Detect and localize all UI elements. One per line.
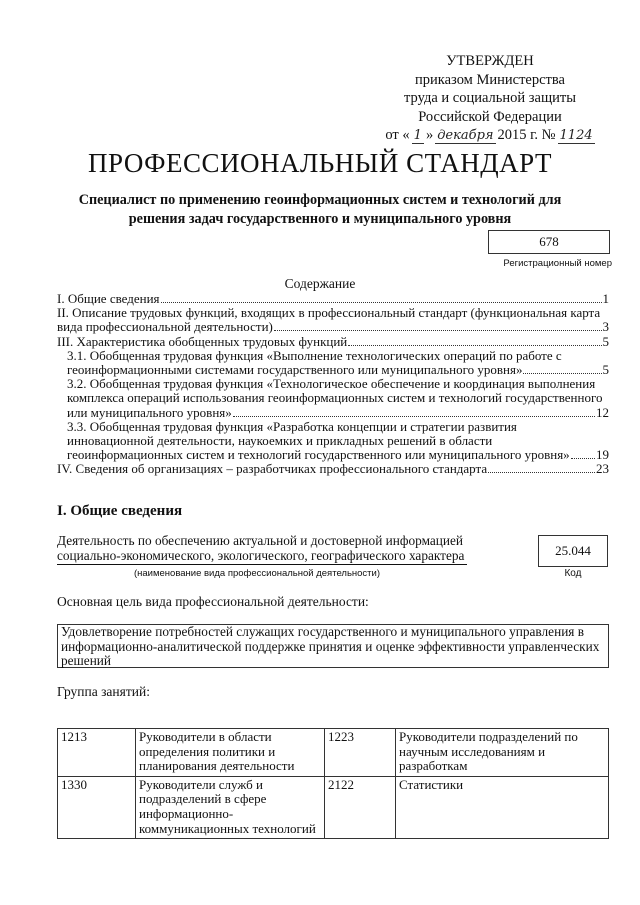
toc-item-text: 3.1. Обобщенная трудовая функция «Выполнение технологических операций по работе с xyxy=(67,347,562,363)
section-heading: I. Общие сведения xyxy=(57,503,183,519)
toc-item-text: II. Описание трудовых функций, входящих в профессиональный стандарт (функциональная карта xyxy=(57,305,601,321)
date-year: 2015 г. № xyxy=(497,127,556,143)
table-of-contents xyxy=(57,292,609,477)
toc-item-page: 12 xyxy=(596,404,609,420)
activity-code-caption: Код xyxy=(564,568,582,579)
toc-item-page: 5 xyxy=(602,362,609,378)
handwritten-month: декабря xyxy=(437,128,494,143)
toc-item-text: геоинформационными системами государственного или муниципального уровня» xyxy=(67,362,523,378)
handwritten-order-number: 1124 xyxy=(559,128,593,143)
toc-item-text: 3.2. Обобщенная трудовая функция «Технологическое обеспечение и координация выполнения xyxy=(67,376,596,392)
toc-item-page: 3 xyxy=(602,319,609,335)
toc-title: Содержание xyxy=(284,276,356,291)
table-cell: Руководители подразделений по научным исследованиям и разработкам xyxy=(396,729,609,777)
date-prefix: от « xyxy=(385,127,410,143)
approval-ministry-line: труда и социальной защиты xyxy=(404,90,576,106)
toc-item[interactable] xyxy=(57,349,609,377)
toc-item-page: 5 xyxy=(602,333,609,349)
toc-item-page: 19 xyxy=(596,447,609,463)
occupation-groups-table xyxy=(57,728,609,839)
activity-name: Деятельность по обеспечению актуальной и достоверной информацией социально-экономического, экологического, географического характера xyxy=(57,534,467,565)
table-cell: 2122 xyxy=(325,776,396,838)
table-cell: 1213 xyxy=(58,729,136,777)
document-title: ПРОФЕССИОНАЛЬНЫЙ СТАНДАРТ xyxy=(87,148,553,178)
occupation-group-label: Группа занятий: xyxy=(57,684,150,699)
toc-item-page: 23 xyxy=(596,461,609,477)
activity-code-box: 25.044 xyxy=(538,535,608,567)
table-cell: Статистики xyxy=(396,776,609,838)
goal-label: Основная цель вида профессиональной деятельности: xyxy=(57,594,369,609)
toc-item[interactable] xyxy=(57,377,609,420)
registration-number-label: Регистрационный номер xyxy=(503,258,612,269)
toc-item-text: I. Общие сведения xyxy=(57,291,160,306)
registration-number-box: 678 xyxy=(488,230,610,254)
approval-date-line xyxy=(380,126,600,145)
table-cell: Руководители служб и подразделений в сфере информационно-коммуникационных технологий xyxy=(136,776,325,838)
toc-item-text: геоинформационных систем и технологий государственного или муниципального уровня» xyxy=(67,447,570,463)
toc-item-text: 3.3. Обобщенная трудовая функция «Разработка концепции и стратегии развития xyxy=(67,418,517,434)
toc-item[interactable] xyxy=(57,306,609,334)
toc-item-text: или муниципального уровня» xyxy=(67,404,232,420)
toc-item-text: вида профессиональной деятельности) xyxy=(57,319,273,335)
toc-item[interactable] xyxy=(57,292,609,306)
toc-item-text: комплекса операций использования геоинформационных систем и технологий государственного xyxy=(67,390,603,406)
approval-block xyxy=(380,52,600,145)
table-cell: 1223 xyxy=(325,729,396,777)
toc-item[interactable] xyxy=(57,335,609,349)
toc-item[interactable] xyxy=(57,462,609,476)
table-cell: Руководители в области определения политики и планирования деятельности xyxy=(136,729,325,777)
activity-caption: (наименование вида профессиональной деятельности) xyxy=(133,568,381,579)
date-mid: » xyxy=(425,127,434,143)
table-cell: 1330 xyxy=(58,776,136,838)
approval-order-line: приказом Министерства xyxy=(415,71,565,88)
handwritten-day: 1 xyxy=(413,128,422,143)
toc-item-text: инновационной деятельности, наукоемких и прикладных решений в области xyxy=(67,433,493,449)
toc-item-text: IV. Сведения об организациях – разработчиках профессионального стандарта xyxy=(57,461,488,477)
toc-item-text: III. Характеристика обобщенных трудовых функций xyxy=(57,333,348,349)
toc-item-page: 1 xyxy=(602,291,609,306)
table-row xyxy=(58,729,609,777)
goal-text-box: Удовлетворение потребностей служащих государственного и муниципального управления в информационно-аналитической поддержке принятия и оценке эффективности управленческих решений xyxy=(57,624,609,668)
approval-title: УТВЕРЖДЕН xyxy=(446,53,534,69)
document-subtitle: Специалист по применению геоинформационных систем и технологий для решения задач государственного и муниципального уровня xyxy=(78,192,562,227)
approval-country-line: Российской Федерации xyxy=(418,108,562,125)
table-row xyxy=(58,776,609,838)
toc-item[interactable] xyxy=(57,420,609,463)
